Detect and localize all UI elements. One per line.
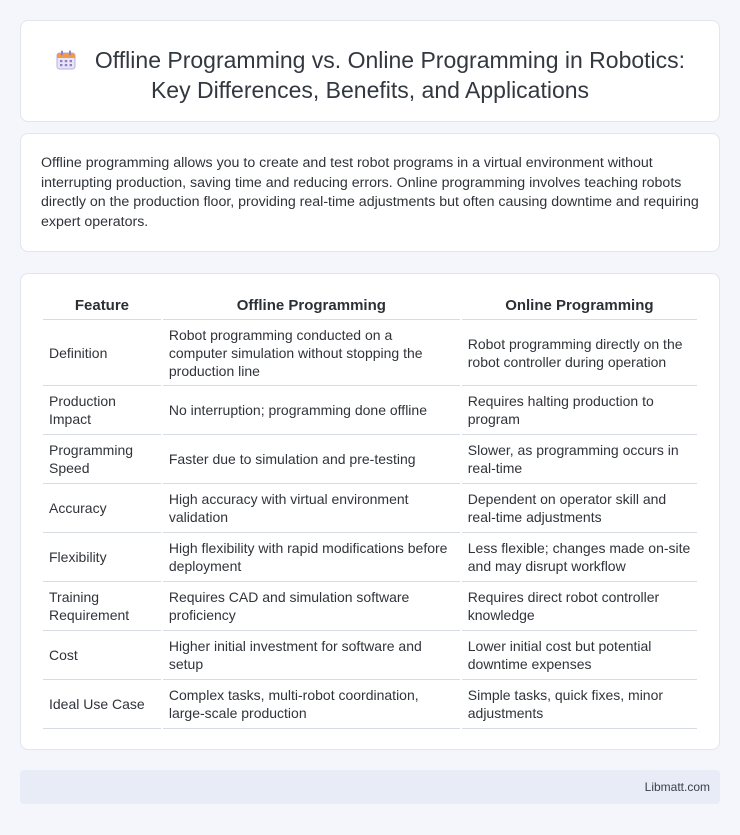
online-cell: Requires halting production to program [462,386,697,435]
offline-cell: Higher initial investment for software and setup [163,631,460,680]
table-row [43,533,697,582]
table-row [43,680,697,729]
table-row [43,435,697,484]
offline-cell: High accuracy with virtual environment validation [163,484,460,533]
feature-cell: Production Impact [43,386,161,435]
feature-cell: Flexibility [43,533,161,582]
footer-bar [20,770,720,804]
calendar-icon [55,49,77,71]
header-online: Online Programming [462,294,697,320]
online-cell: Dependent on operator skill and real-time adjustments [462,484,697,533]
offline-cell: No interruption; programming done offline [163,386,460,435]
header-offline: Offline Programming [163,294,460,320]
table-header-row [43,294,697,320]
feature-cell: Ideal Use Case [43,680,161,729]
page-title-text: Offline Programming vs. Online Programming in Robotics: Key Differences, Benefits, and Applications [94,47,686,103]
online-cell: Less flexible; changes made on-site and may disrupt workflow [462,533,697,582]
comparison-card [20,273,720,750]
feature-cell: Definition [43,320,161,386]
offline-cell: Robot programming conducted on a computer simulation without stopping the production line [163,320,460,386]
online-cell: Robot programming directly on the robot controller during operation [462,320,697,386]
feature-cell: Cost [43,631,161,680]
table-row [43,386,697,435]
comparison-table [41,294,699,729]
online-cell: Requires direct robot controller knowledge [462,582,697,631]
online-cell: Lower initial cost but potential downtime expenses [462,631,697,680]
offline-cell: Complex tasks, multi-robot coordination, large-scale production [163,680,460,729]
intro-paragraph: Offline programming allows you to create and test robot programs in a virtual environment without interrupting production, saving time and reducing errors. Online programming involves teaching robots directly on the production floor, providing real-time adjustments but often causing downtime and requiring expert operators. [41,155,699,230]
feature-cell: Programming Speed [43,435,161,484]
online-cell: Simple tasks, quick fixes, minor adjustments [462,680,697,729]
feature-cell: Accuracy [43,484,161,533]
feature-cell: Training Requirement [43,582,161,631]
table-row [43,582,697,631]
online-cell: Slower, as programming occurs in real-time [462,435,697,484]
offline-cell: Requires CAD and simulation software proficiency [163,582,460,631]
offline-cell: High flexibility with rapid modifications before deployment [163,533,460,582]
table-row [43,320,697,386]
page-title [41,45,699,105]
table-row [43,484,697,533]
footer-brand-link[interactable]: Libmatt.com [644,780,710,794]
title-card [20,20,720,122]
offline-cell: Faster due to simulation and pre-testing [163,435,460,484]
table-row [43,631,697,680]
header-feature: Feature [43,294,161,320]
intro-card [20,133,720,252]
